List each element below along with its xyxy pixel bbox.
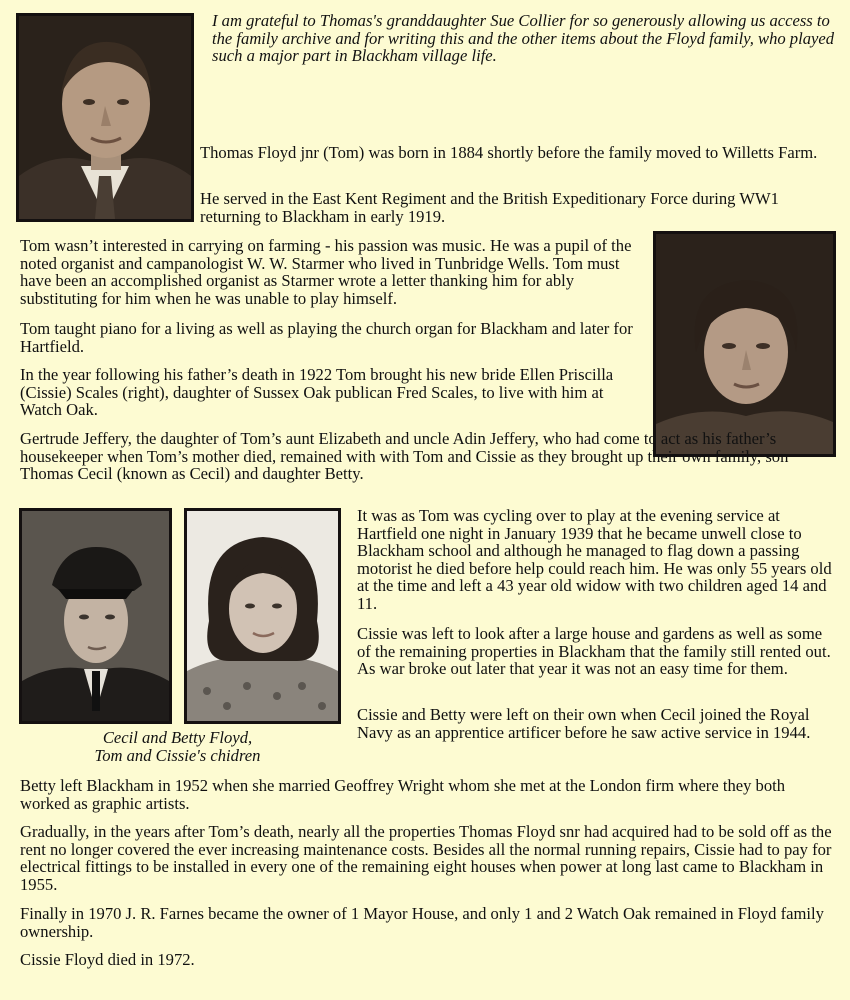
- paragraph-betty: Betty left Blackham in 1952 when she married Geoffrey Wright whom she met at the London firm where they both worked as graphic artists.: [20, 776, 786, 813]
- paragraph-widow: Cissie was left to look after a large house and gardens as well as some of the remaining properties in Blackham that the family still rented out. As war broke out later that year it was not an easy time for them.: [357, 624, 831, 678]
- paragraph-properties: Gradually, in the years after Tom’s death, nearly all the properties Thomas Floyd snr had acquired had to be sold off as the rent no longer covered the ever increasing maintenance costs. Besides all the normal running repairs, Cissie had to pay for electrical fittings to be installed in every one of the remaining eight houses when power at long last came to Blackham in 1955.: [20, 822, 832, 894]
- paragraph-music: Tom wasn’t interested in carrying on farming - his passion was music. He was a pupil of the noted organist and campanologist W. W. Starmer who lived in Tunbridge Wells. Tom must have been an accomplished organist as Starmer wrote a letter thanking him for ably substituting for him when he was unable to play himself.: [20, 236, 632, 308]
- paragraph-cissie-death: Cissie Floyd died in 1972.: [20, 950, 195, 969]
- cissie-floyd-photo: [653, 231, 836, 457]
- paragraph-navy: Cissie and Betty were left on their own when Cecil joined the Royal Navy as an apprentice artificer before he saw active service in 1944.: [357, 705, 811, 742]
- paragraph-gertrude-text: Gertrude Jeffery, the daughter of Tom’s aunt Elizabeth and uncle Adin Jeffery, who had come to act as his father’s housekeeper when Tom’s mother died, remained with with Tom and Cissie as they brought up their own family, son Thomas Cecil (known as Cecil) and daughter Betty.: [20, 429, 789, 483]
- paragraph-death: It was as Tom was cycling over to play at the evening service at Hartfield one night in January 1939 that he became unwell close to Blackham school and although he managed to flag down a passing motorist he died before help could reach him. He was only 55 years old at the time and left a 43 year old widow with two children aged 14 and 11.: [357, 506, 832, 613]
- paragraph-military: He served in the East Kent Regiment and the British Expeditionary Force during WW1 returning to Blackham in early 1919.: [200, 189, 779, 226]
- caption-line-2: Tom and Cissie's chidren: [94, 746, 261, 765]
- caption-line-1: Cecil and Betty Floyd,: [102, 728, 253, 747]
- paragraph-ownership: Finally in 1970 J. R. Farnes became the owner of 1 Mayor House, and only 1 and 2 Watch Oak remained in Floyd family ownership.: [20, 904, 824, 941]
- paragraph-piano: Tom taught piano for a living as well as playing the church organ for Blackham and later for Hartfield.: [20, 319, 633, 356]
- cecil-floyd-photo: [19, 508, 172, 724]
- intro-text: I am grateful to Thomas's granddaughter Sue Collier for so generously allowing us access to the family archive and for writing this and the other items about the Floyd family, who played such a major part in Blackham village life.: [212, 11, 835, 65]
- paragraph-birth: Thomas Floyd jnr (Tom) was born in 1884 shortly before the family moved to Willetts Farm.: [200, 143, 818, 162]
- children-caption: [20, 729, 335, 765]
- paragraph-gertrude: [20, 430, 832, 483]
- paragraph-marriage: In the year following his father’s death in 1922 Tom brought his new bride Ellen Priscilla (Cissie) Scales (right), daughter of Sussex Oak publican Fred Scales, to live with him at Watch Oak.: [20, 365, 614, 419]
- tom-floyd-photo: [16, 13, 194, 222]
- betty-floyd-photo: [184, 508, 341, 724]
